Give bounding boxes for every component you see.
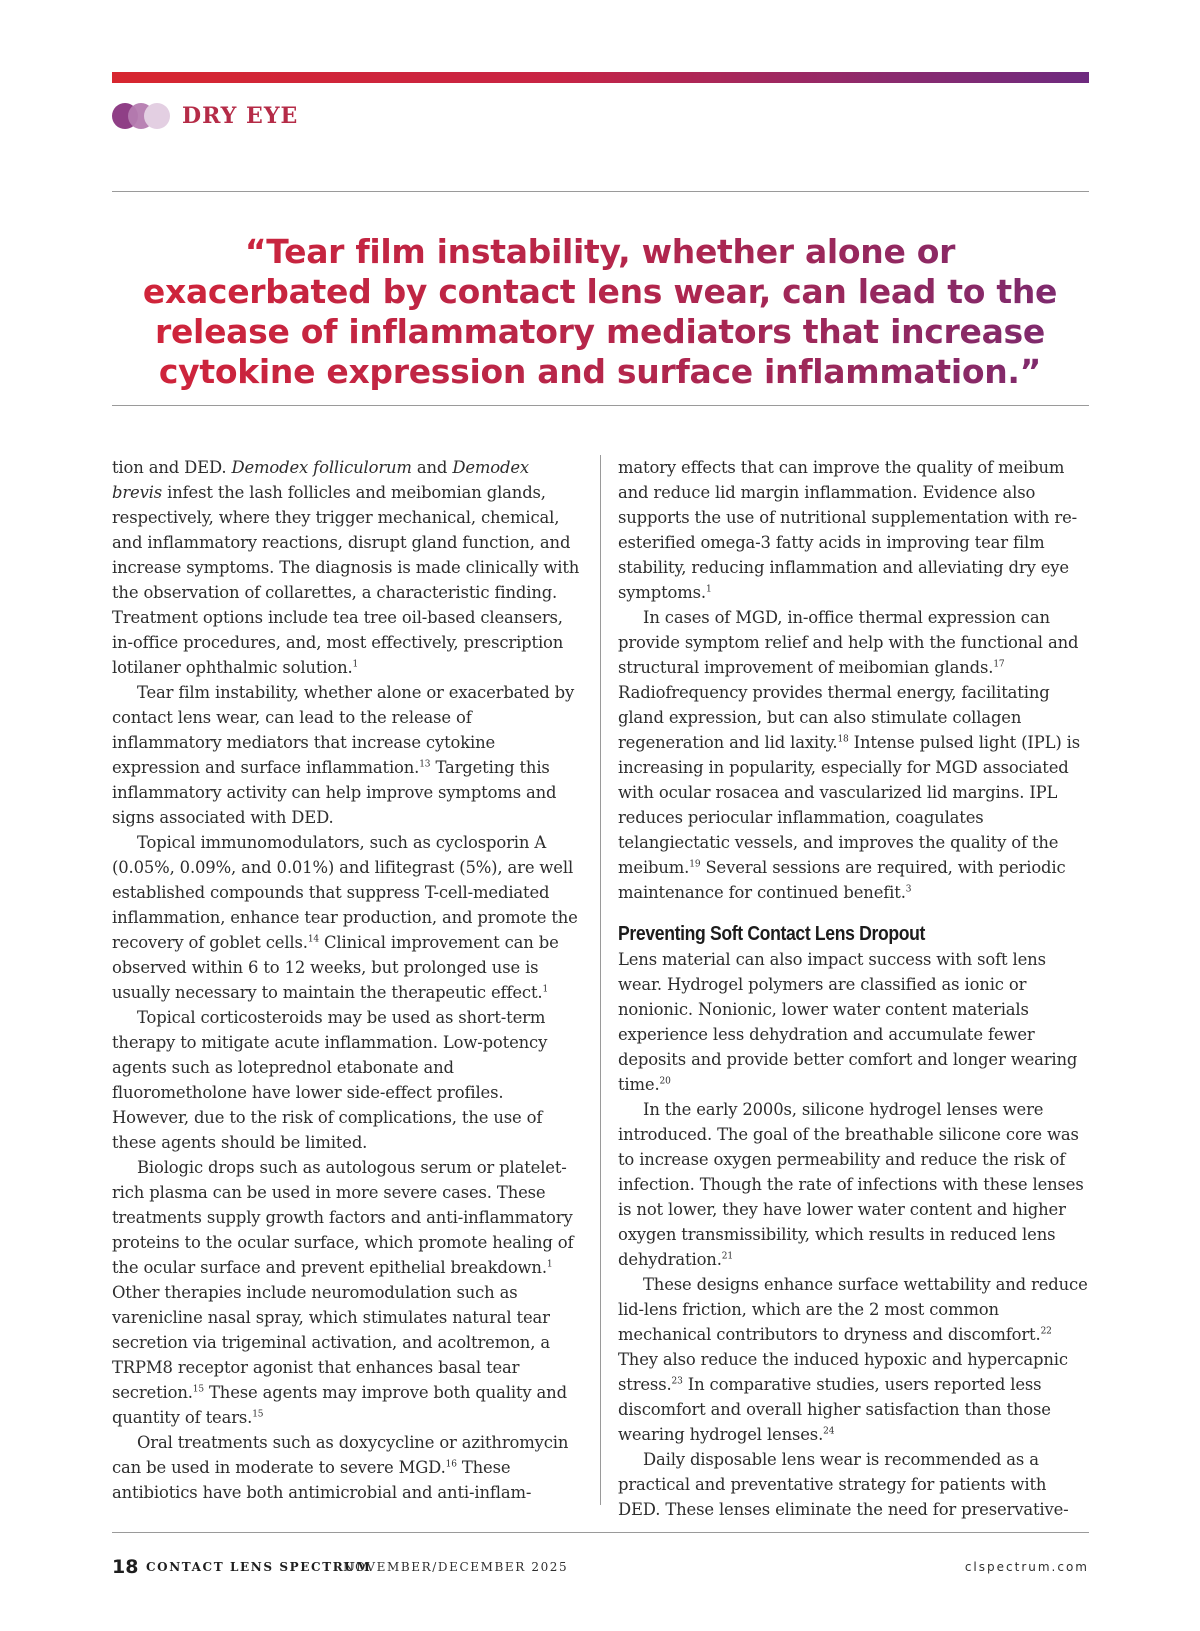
paragraph: tion and DED. Demodex folliculorum and Demodex brevis infest the lash follicles and meibomian glands, respectively, where they trigger mechanical, chemical, and inflammatory reactions, disrupt gland function, and increase symptoms. The diagnosis is made clinically with the observation of collarettes, a characteristic finding. Treatment options include tea tree oil-based cleansers, in-office procedures, and, most effectively, prescription lotilaner ophthalmic solution.$^1$ <box>112 458 580 677</box>
paragraph: In cases of MGD, in-office thermal expression can provide symptom relief and help with the functional and structural improvement of meibomian glands.$^{17}$ Radiofrequency provides thermal energy, facilitating gland expression, but can also stimulate collagen regeneration and lid laxity.$^{18}$ Intense pulsed light (IPL) is increasing in popularity, especially for MGD associated with ocular rosacea and vascularized lid margins. IPL reduces periocular inflammation, coagulates telangiectatic vessels, and improves the quality of the meibum.$^{19}$ Several sessions are required, with periodic maintenance for continued benefit.$^3$ <box>618 608 1080 902</box>
page-footer <box>112 1556 1089 1586</box>
citation: 20 <box>659 1076 671 1087</box>
publication-name: CONTACT LENS SPECTRUM <box>146 1560 372 1574</box>
citation: 1 <box>352 659 359 670</box>
column-divider <box>600 455 601 1505</box>
citation: 18 <box>837 734 849 745</box>
citation: 1 <box>705 584 712 595</box>
citation: 13 <box>419 759 431 770</box>
citation: 17 <box>993 659 1005 670</box>
issue-date: NOVEMBER/DECEMBER 2025 <box>343 1560 569 1574</box>
right-column <box>618 455 1090 1522</box>
header-accent-bar <box>112 72 1089 83</box>
footer-rule <box>112 1532 1089 1533</box>
paragraph: In the early 2000s, silicone hydrogel lenses were introduced. The goal of the breathable silicone core was to increase oxygen permeability and reduce the risk of infection. Though the rate of infections with these lenses is not lower, they have lower water content and higher oxygen transmissibility, which results in reduced lens dehydration.$^{21}$ <box>618 1100 1084 1269</box>
citation: 22 <box>1040 1326 1052 1337</box>
page-number: 18 <box>112 1556 139 1578</box>
three-overlapping-circles-icon <box>112 102 174 130</box>
citation: 23 <box>671 1376 683 1387</box>
left-column <box>112 455 584 1505</box>
citation: 21 <box>721 1251 733 1262</box>
citation: 16 <box>445 1459 457 1470</box>
section-subheading: Preventing Soft Contact Lens Dropout <box>618 923 926 945</box>
paragraph: matory effects that can improve the quality of meibum and reduce lid margin inflammation. Evidence also supports the use of nutritional supplementation with re-esterified omega-3 fatty acids in improving tear film stability, reducing inflammation and alleviating dry eye symptoms.$^1$ <box>618 458 1078 602</box>
citation: 3 <box>905 884 912 895</box>
paragraph: Topical immunomodulators, such as cyclosporin A (0.05%, 0.09%, and 0.01%) and lifitegrast (5%), are well established compounds that suppress T-cell-mediated inflammation, enhance tear production, and promote the recovery of goblet cells.$^{14}$ Clinical improvement can be observed within 6 to 12 weeks, but prolonged use is usually necessary to maintain the therapeutic effect.$^1$ <box>112 833 578 1002</box>
paragraph: Biologic drops such as autologous serum or platelet-rich plasma can be used in more severe cases. These treatments supply growth factors and anti-inflammatory proteins to the ocular surface, which promote healing of the ocular surface and prevent epithelial breakdown.$^1$ Other therapies include neuromodulation such as varenicline nasal spray, which stimulates natural tear secretion via trigeminal activation, and acoltremon, a TRPM8 receptor agonist that enhances basal tear secretion.$^{15}$ These agents may improve both quality and quantity of tears.$^{15}$ <box>112 1158 574 1427</box>
citation: 24 <box>823 1426 835 1437</box>
section-label: DRY EYE <box>182 103 299 129</box>
paragraph: Topical corticosteroids may be used as short-term therapy to mitigate acute inflammation. Low-potency agents such as loteprednol etabonate and fluorometholone have lower side-effect profiles. However, due to the risk of complications, the use of these agents should be limited. <box>112 1008 548 1152</box>
citation: 15 <box>192 1384 204 1395</box>
citation: 15 <box>252 1409 264 1420</box>
paragraph: These designs enhance surface wettability and reduce lid-lens friction, which are the 2 most common mechanical contributors to dryness and discomfort.$^{22}$ They also reduce the induced hypoxic and hypercapnic stress.$^{23}$ In comparative studies, users reported less discomfort and overall higher satisfaction than those wearing hydrogel lenses.$^{24}$ <box>618 1275 1088 1444</box>
pull-quote-bottom-rule <box>112 405 1089 406</box>
pull-quote-top-rule <box>112 191 1089 192</box>
citation: 19 <box>689 859 701 870</box>
section-tag <box>112 100 298 132</box>
citation: 1 <box>546 1259 553 1270</box>
paragraph: Tear film instability, whether alone or exacerbated by contact lens wear, can lead to the release of inflammatory mediators that increase cytokine expression and surface inflammation.$^{13}$ Targeting this inflammatory activity can help improve symptoms and signs associated with DED. <box>112 683 575 827</box>
paragraph: Lens material can also impact success with soft lens wear. Hydrogel polymers are classified as ionic or nonionic. Nonionic, lower water content materials experience less dehydration and accumulate fewer deposits and provide better comfort and longer wearing time.$^{20}$ <box>618 950 1078 1094</box>
paragraph: Daily disposable lens wear is recommended as a practical and preventative strategy for patients with DED. These lenses eliminate the need for preservative- <box>618 1450 1069 1519</box>
pull-quote: “Tear film instability, whether alone or exacerbated by contact lens wear, can lead to the release of inflammatory mediators that increase cytokine expression and surface inflammation.” <box>140 232 1060 392</box>
website-link[interactable]: clspectrum.com <box>964 1560 1089 1574</box>
paragraph: Oral treatments such as doxycycline or azithromycin can be used in moderate to severe MGD.$^{16}$ These antibiotics have both antimicrobial and anti-inflam- <box>112 1433 569 1502</box>
citation: 1 <box>542 984 549 995</box>
citation: 14 <box>307 934 319 945</box>
